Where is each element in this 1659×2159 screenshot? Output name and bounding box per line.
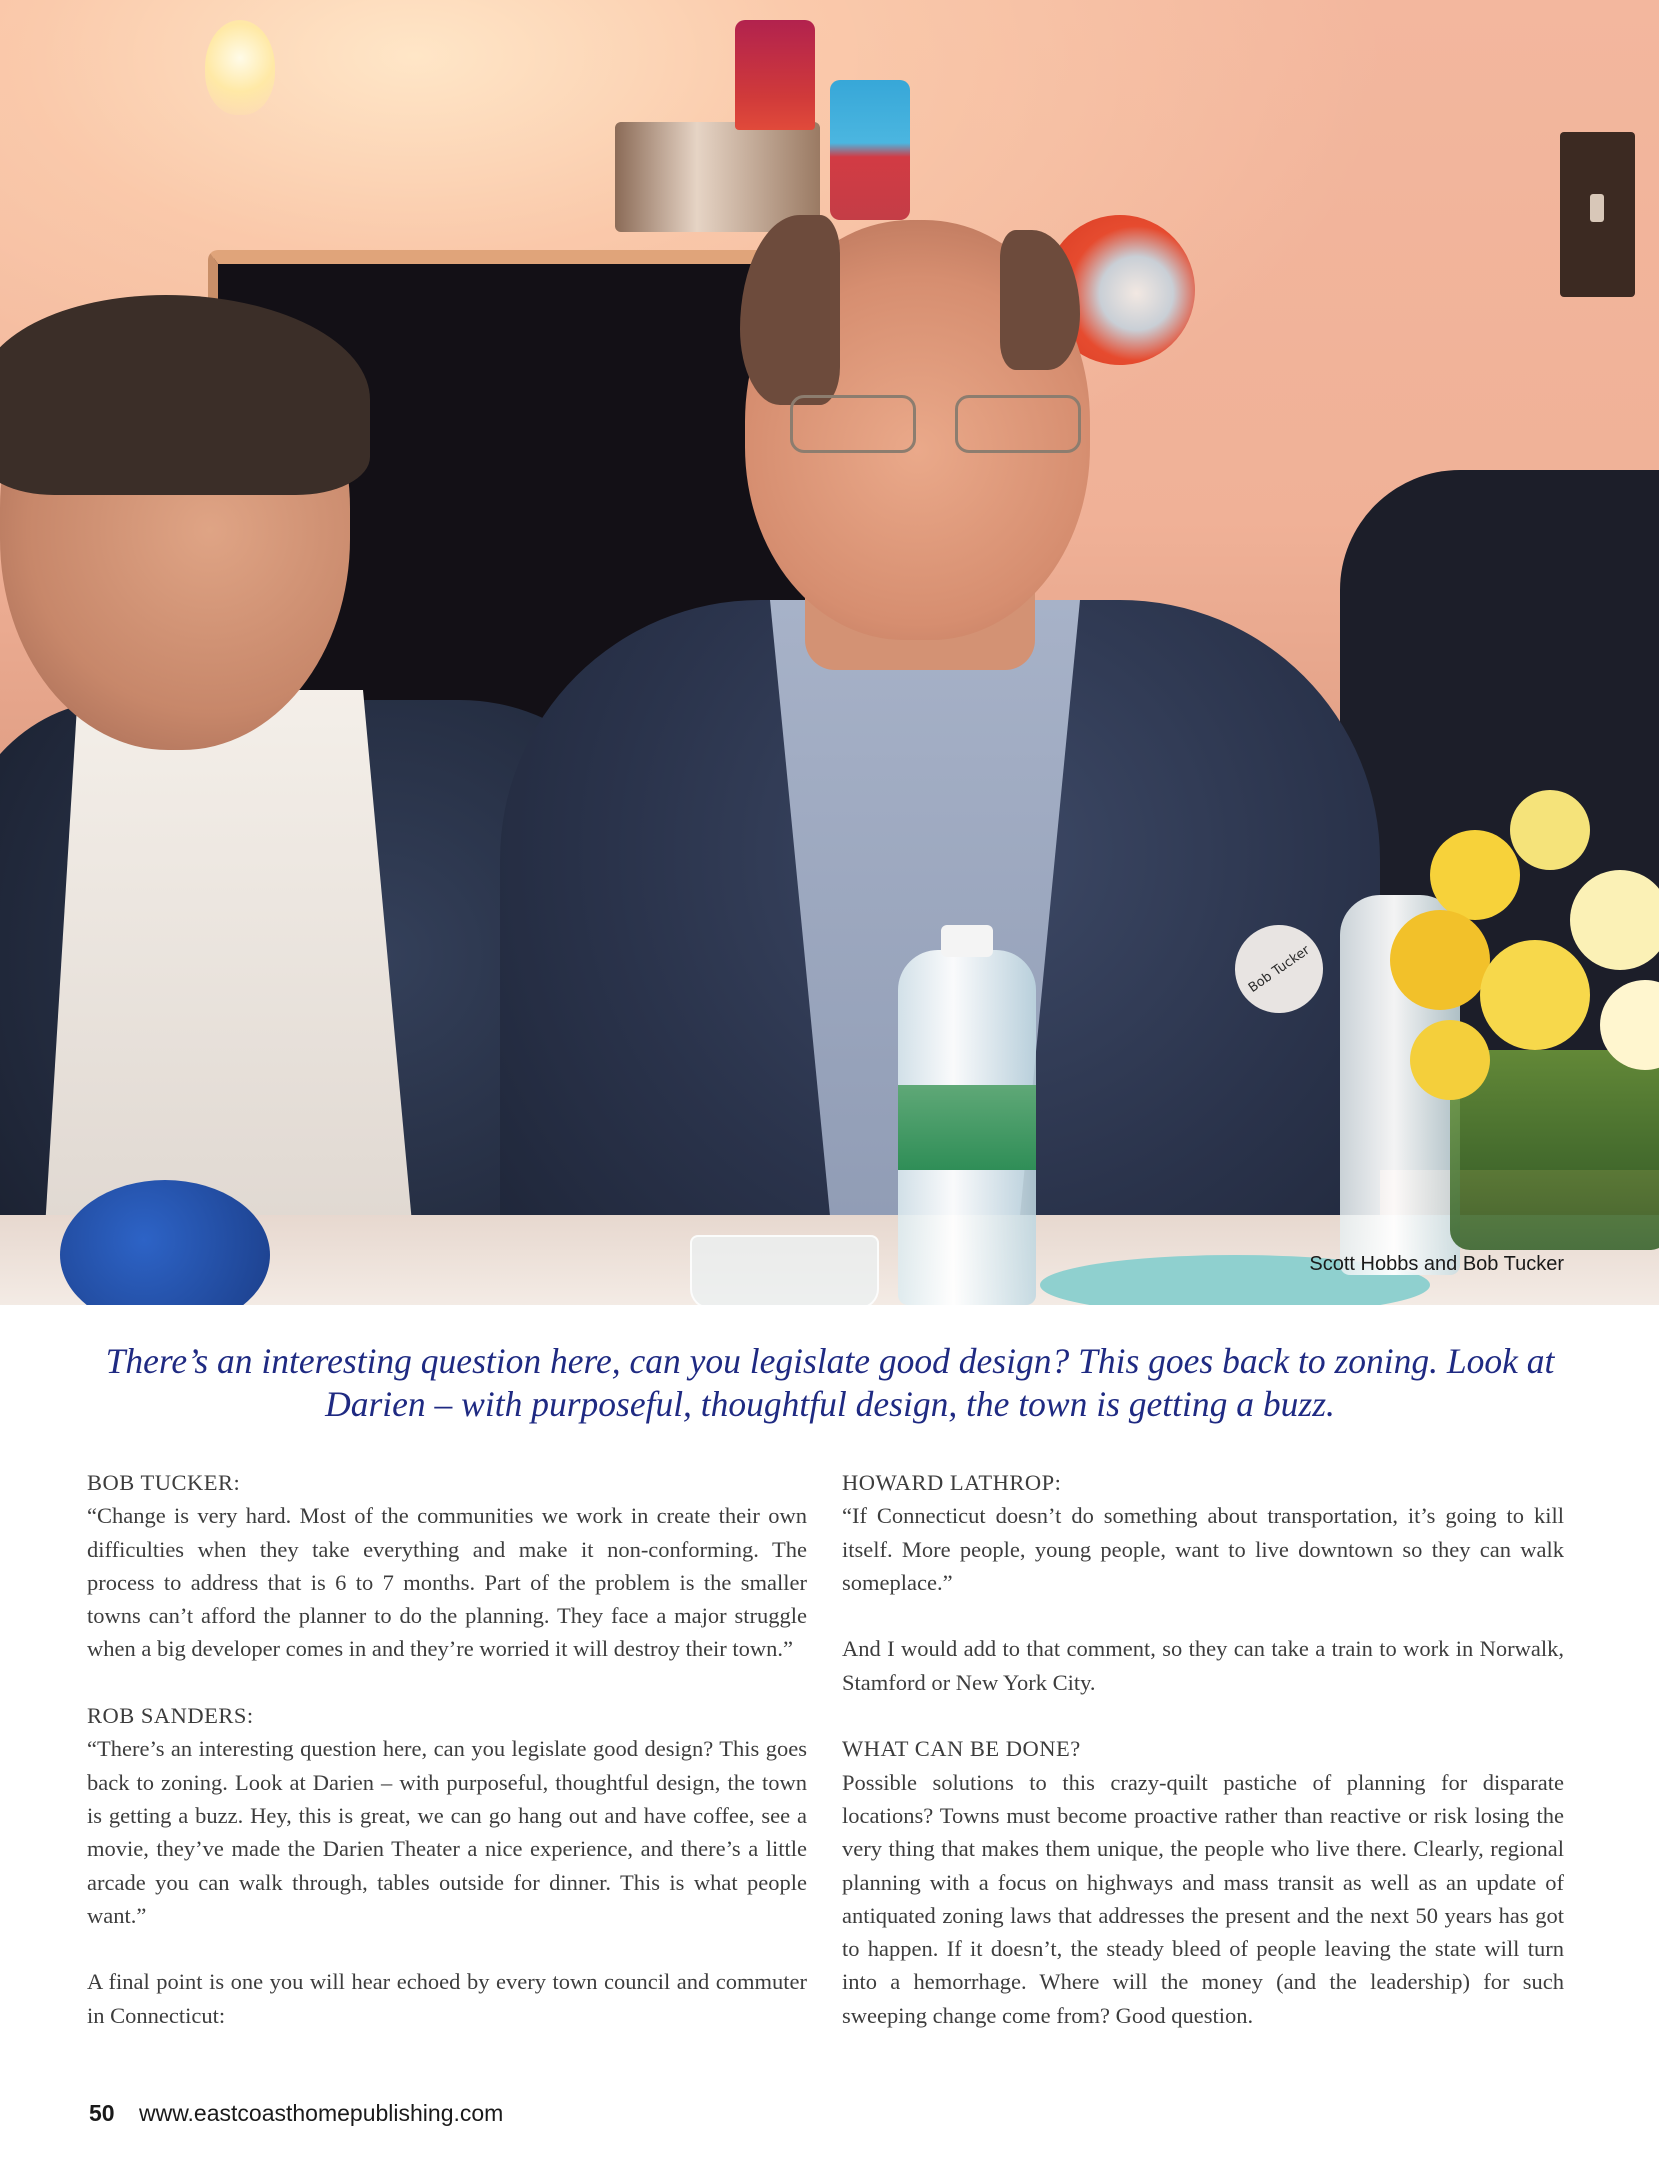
section-heading: WHAT CAN BE DONE? bbox=[842, 1736, 1081, 1762]
name-tag: Bob Tucker bbox=[1218, 908, 1341, 1031]
rob-sanders-section bbox=[87, 1699, 807, 1932]
speaker-heading: ROB SANDERS: bbox=[87, 1703, 254, 1729]
water-bottle bbox=[898, 950, 1036, 1305]
pull-quote-line-1: There’s an interesting question here, can you legislate good design? This goes back to zoning. Look at bbox=[105, 1341, 1555, 1381]
speaker-quote: “There’s an interesting question here, can you legislate good design? This goes back to zoning. Look at Darien – with purposeful, thoughtful design, the town is getting a buzz. Hey, this is great, we can go hang out and have coffee, see a movie, they’ve made the Darien Theater a nice experience, and there’s a little arcade you can walk through, tables outside for dinner. This is what people want.” bbox=[87, 1736, 807, 1928]
daffodil-bouquet bbox=[1370, 790, 1659, 1210]
shelf-bottle-blue bbox=[830, 80, 910, 220]
light-switch bbox=[1560, 132, 1635, 297]
speaker-heading: HOWARD LATHROP: bbox=[842, 1470, 1062, 1495]
section-text: Possible solutions to this crazy-quilt pastiche of planning for disparate locations? Towns must become proactive rather than reactive or risk losing the very thing that makes them unique, the people who live there. Clearly, regional planning with a focus on highways and mass transit as well as an update of antiquated zoning laws that addresses the present and the next 50 years has got to happen. If it doesn’t, the steady bleed of people leaving the state will turn into a hemorrhage. Where will the money (and the leadership) for such sweeping change come from? Good question. bbox=[842, 1769, 1564, 2028]
photo-caption: Scott Hobbs and Bob Tucker bbox=[1309, 1253, 1564, 1275]
plastic-cup bbox=[690, 1235, 879, 1305]
pull-quote bbox=[80, 1340, 1580, 1426]
speaker-heading: BOB TUCKER: bbox=[87, 1470, 241, 1495]
left-column bbox=[87, 1466, 807, 2065]
website-url: www.eastcoasthomepublishing.com bbox=[138, 2100, 504, 2126]
page-number: 50 bbox=[89, 2100, 115, 2126]
body-paragraph: A final point is one you will hear echoed by every town council and commuter in Connecticut: bbox=[87, 1969, 807, 2028]
glasses bbox=[790, 395, 1080, 455]
pull-quote-line-2: Darien – with purposeful, thoughtful design, the town is getting a buzz. bbox=[325, 1384, 1335, 1424]
page-footer bbox=[89, 2100, 503, 2127]
shelf-can bbox=[615, 122, 820, 232]
speaker-quote: “Change is very hard. Most of the communities we work in create their own difficulties when they take everything and make it non-conforming. The process to address that is 6 to 7 months. Part of the problem is the smaller towns can’t afford the planner to do the planning. They face a major struggle when a big developer comes in and they’re worried it will destroy their town.” bbox=[87, 1503, 807, 1662]
right-column bbox=[842, 1466, 1564, 2065]
light-bulb bbox=[205, 20, 275, 115]
howard-lathrop-section bbox=[842, 1466, 1564, 1599]
speaker-quote: “If Connecticut doesn’t do something about transportation, it’s going to kill itself. More people, young people, want to live downtown so they can walk someplace.” bbox=[842, 1503, 1564, 1595]
shelf-bottle-red bbox=[735, 20, 815, 130]
bob-tucker-section bbox=[87, 1466, 807, 1666]
body-paragraph: And I would add to that comment, so they can take a train to work in Norwalk, Stamford or New York City. bbox=[842, 1636, 1564, 1695]
what-can-be-done-section bbox=[842, 1732, 1564, 2032]
